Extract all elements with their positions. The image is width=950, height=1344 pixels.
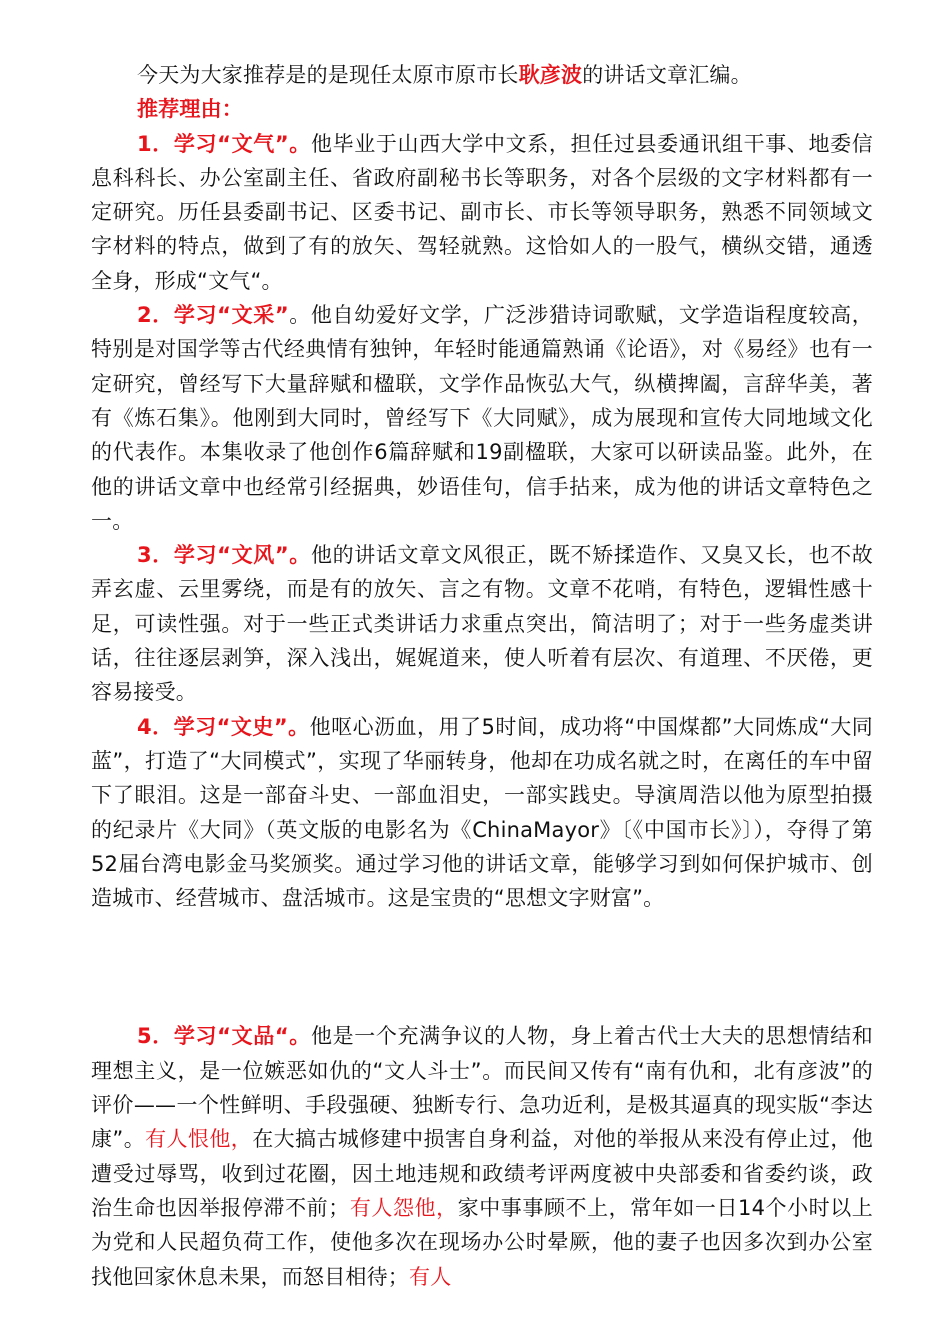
section-1-body: 他毕业于山西大学中文系，担任过县委通讯组干事、地委信息科科长、办公室副主任、省政府副秘书长等职务，对各个层级的文字材料都有一定研究。历任县委副书记、区委书记、副市长、市长等领导职务，熟悉不同领域文字材料的特点，做到了有的放矢、驾轻就熟。这恰如人的一股气，横纵交错，通透全身，形成“文气“。 <box>91 131 874 293</box>
intro-before: 今天为大家推荐是的是现任太原市原市长 <box>137 63 519 87</box>
section-5-red-c: 有人 <box>409 1264 452 1289</box>
section-5-body-a: 他是一个充满争议的人物，身上着古代士大夫的思想情结和理想主义，是一位嫉恶如仇的“文人斗士”。而民间又传有“南有仇和，北有彦波”的评价——一个性鲜明、手段强硬、独断专行、急功近利，是极其逼真的现实版“李达康”。 <box>91 1024 874 1152</box>
section-3-paragraph <box>91 538 873 709</box>
document-page <box>91 58 873 1294</box>
section-1-paragraph <box>91 127 873 298</box>
reasons-heading-paragraph <box>91 92 873 126</box>
section-4-body: 他呕心沥血，用了5时间，成功将“中国煤都”大同炼成“大同蓝”，打造了“大同模式”，实现了华丽转身，他却在功成名就之时，在离任的车中留下了眼泪。这是一部奋斗史、一部血泪史，一部实践史。导演周浩以他为原型拍摄的纪录片《大同》（英文版的电影名为《ChinaMayor》〔《中国市长》〕），夺得了第52届台湾电影金马奖颁奖。通过学习他的讲话文章，能够学习到如何保护城市、创造城市、经营城市、盘活城市。这是宝贵的“思想文字财富”。 <box>91 714 873 911</box>
section-5-paragraph <box>91 1019 873 1293</box>
reasons-heading: 推荐理由： <box>137 97 243 122</box>
section-2-body: 。他自幼爱好文学，广泛涉猎诗词歌赋，文学造诣程度较高，特别是对国学等古代经典情有独钟，年轻时能通篇熟诵《论语》，对《易经》也有一定研究，曾经写下大量辞赋和楹联，文学作品恢弘大气，纵横捭阖，言辞华美，著有《炼石集》。他刚到大同时，曾经写下《大同赋》，成为展现和宣传大同地域文化的代表作。本集收录了他创作6篇辞赋和19副楹联，大家可以研读品鉴。此外，在他的讲话文章中也经常引经据典，妙语佳句，信手拈来，成为他的讲话文章特色之一。 <box>91 303 873 533</box>
section-5-red-b: 有人怨他， <box>349 1195 458 1220</box>
section-5-body-c: 家中事事顾不上，常年如一日14个小时以上为党和人民超负荷工作，使他多次在现场办公时晕厥，他的妻子也因多次到办公室找他回家休息未果，而怒目相待； <box>91 1195 874 1289</box>
intro-paragraph <box>91 58 873 92</box>
section-2-paragraph <box>91 298 873 538</box>
section-2-heading: 2．学习“文采” <box>137 303 289 328</box>
intro-after: 的讲话文章汇编。 <box>582 63 752 87</box>
mayor-name: 耿彦波 <box>518 63 583 87</box>
section-5-body-b: 在大搞古城修建中损害自身利益，对他的举报从来没有停止过，他遭受过辱骂，收到过花圈，因土地违规和政绩考评两度被中央部委和省委约谈，政治生命也因举报停滞不前； <box>91 1127 873 1220</box>
section-5-red-a: 有人恨他， <box>145 1127 253 1152</box>
section-4-heading: 4．学习“文史”。 <box>137 714 310 739</box>
section-4-paragraph <box>91 710 873 916</box>
section-3-body: 他的讲话文章文风很正，既不矫揉造作、又臭又长，也不故弄玄虚、云里雾绕，而是有的放矢、言之有物。文章不花哨，有特色，逻辑性感十足，可读性强。对于一些正式类讲话力求重点突出，简洁明了；对于一些务虚类讲话，往往逐层剥笋，深入浅出，娓娓道来，使人听着有层次、有道理、不厌倦，更容易接受。 <box>91 543 874 705</box>
section-3-heading: 3．学习“文风”。 <box>137 543 311 568</box>
page-break-spacer <box>91 915 873 1019</box>
section-5-heading: 5．学习“文品“。 <box>137 1024 311 1049</box>
section-1-heading: 1．学习“文气”。 <box>137 131 311 156</box>
